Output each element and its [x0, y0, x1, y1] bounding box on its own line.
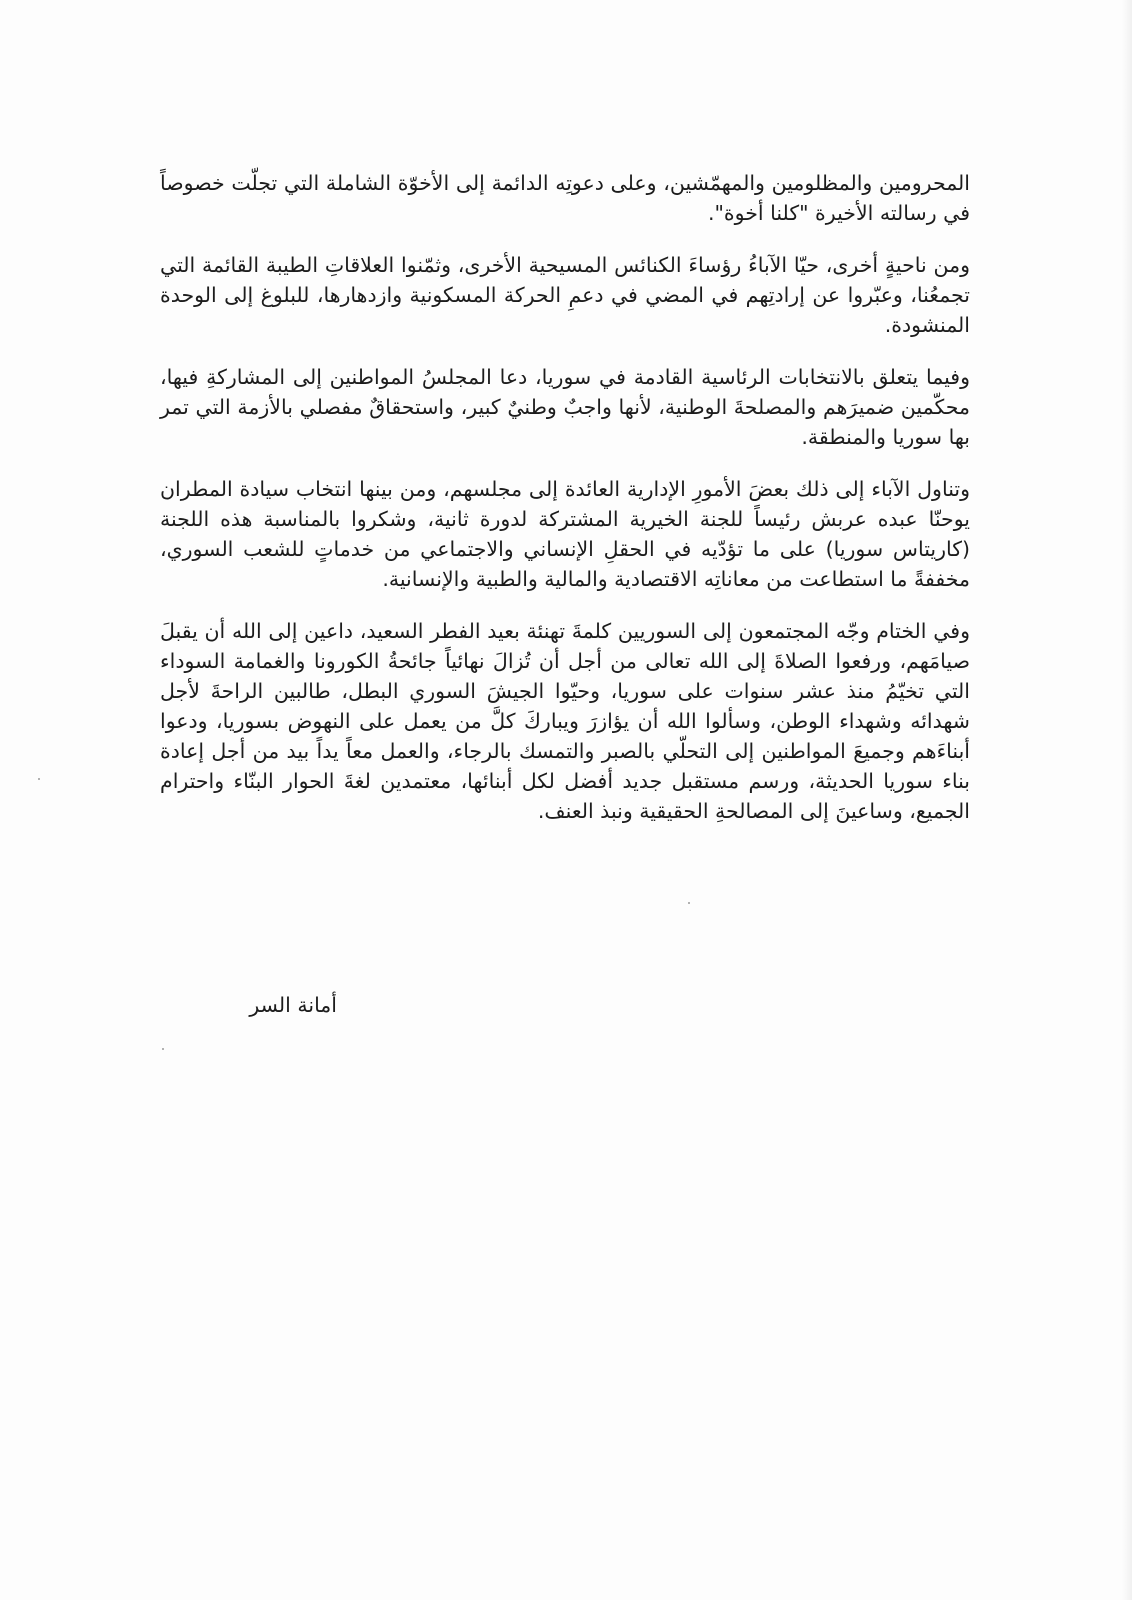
paragraph-2: ومن ناحيةٍ أخرى، حيّا الآباءُ رؤساءَ الكنائس المسيحية الأخرى، وثمّنوا العلاقاتِ الطيبة القائمة التي تجمعُنا، وعبّروا عن إرادتِهم في المضي في دعمِ الحركة المسكونية وازدهارها، للبلوغ إلى الوحدة المنشودة. [160, 253, 970, 337]
scan-speck [38, 778, 40, 780]
paragraph-5: وفي الختام وجّه المجتمعون إلى السوريين كلمةَ تهنئة بعيد الفطر السعيد، داعين إلى الله أن يقبلَ صيامَهم، ورفعوا الصلاةَ إلى الله تعالى من أجل أن تُزالَ نهائياً جائحةُ الكورونا والغمامة السوداء التي تخيّمُ منذ عشر سنوات على سوريا، وحيّوا الجيشَ السوري البطل، طالبين الراحةَ لأجل شهدائه وشهداء الوطن، وسألوا الله أن يؤازرَ ويباركَ كلَّ من يعمل على النهوض بسوريا، ودعوا أبناءَهم وجميعَ المواطنين إلى التحلّي بالصبر والتمسك بالرجاء، والعمل معاً يداً بيد من أجل إعادة بناء سوريا الحديثة، ورسم مستقبل جديد أفضل لكل أبنائها، معتمدين لغةَ الحوار البنّاء واحترام الجميع، وساعينَ إلى المصالحةِ الحقيقية ونبذ العنف. [160, 619, 970, 823]
scan-speck [688, 902, 690, 904]
scan-speck [162, 1048, 164, 1050]
signature-line: أمانة السر [249, 993, 337, 1017]
paragraph-3: وفيما يتعلق بالانتخابات الرئاسية القادمة في سوريا، دعا المجلسُ المواطنين إلى المشاركةِ فيها، محكّمين ضميرَهم والمصلحةَ الوطنية، لأنها واجبٌ وطنيٌ كبير، واستحقاقٌ مفصلي بالأزمة التي تمر بها سوريا والمنطقة. [160, 365, 970, 449]
paragraph-4: وتناول الآباء إلى ذلك بعضَ الأمورِ الإدارية العائدة إلى مجلسهم، ومن بينها انتخاب سيادة المطران يوحنّا عبده عربش رئيساً للجنة الخيرية المشتركة لدورة ثانية، وشكروا بالمناسبة هذه اللجنة (كاريتاس سوريا) على ما تؤدّيه في الحقلِ الإنساني والاجتماعي من خدماتٍ للشعب السوري، مخففةً ما استطاعت من معاناتِه الاقتصادية والمالية والطبية والإنسانية. [160, 477, 970, 591]
scan-edge-shadow [1122, 0, 1132, 1600]
paragraph-1: المحرومين والمظلومين والمهمّشين، وعلى دعوتِه الدائمة إلى الأخوّة الشاملة التي تجلّت خصوصاً في رسالته الأخيرة "كلنا أخوة". [160, 171, 970, 225]
document-body [160, 168, 970, 848]
